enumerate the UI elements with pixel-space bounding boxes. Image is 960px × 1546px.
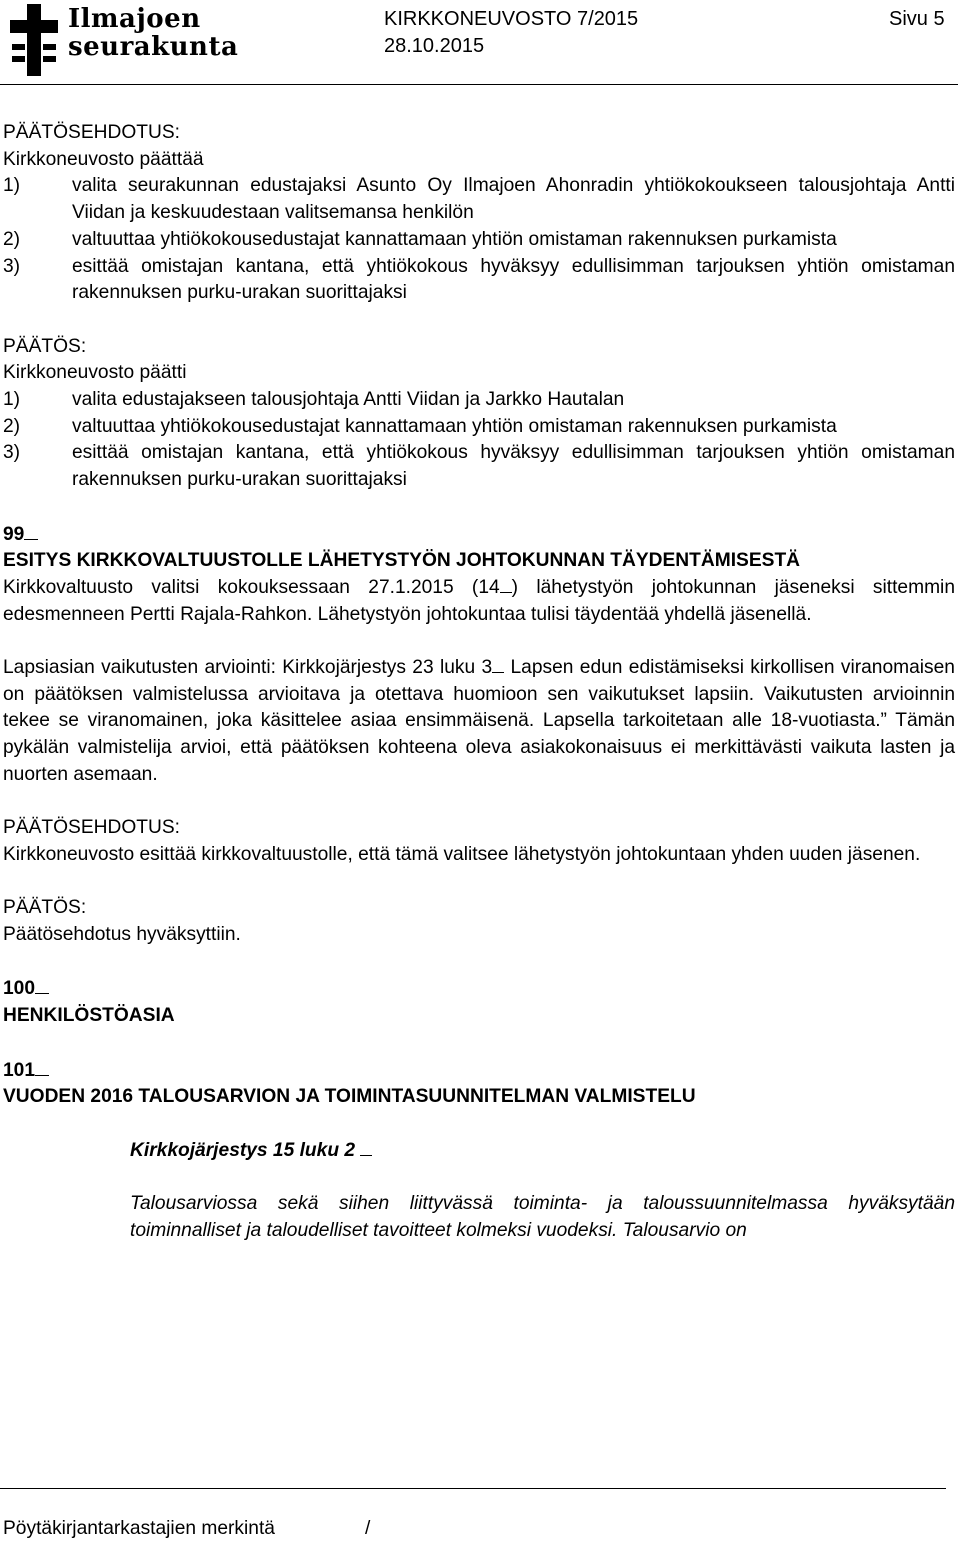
proposal-text: Kirkkoneuvosto esittää kirkkovaltuustolle, että tämä valitsee lähetystyön johtokuntaan yhden uuden jäsenen. xyxy=(3,843,921,865)
section-title: HENKILÖSTÖASIA xyxy=(3,1005,175,1027)
section-title: ESITYS KIRKKOVALTUUSTOLLE LÄHETYSTYÖN JOHTOKUNNAN TÄYDENTÄMISESTÄ xyxy=(3,550,801,572)
section-number: 100 xyxy=(3,975,955,1003)
document-title: KIRKKONEUVOSTO 7/2015 xyxy=(384,8,639,30)
list-item: 3) esittää omistajan kantana, että yhtiökokous hyväksyy edullisimman tarjouksen yhtiön omistaman rakennuksen purku-urakan suorittajaksi xyxy=(3,255,955,304)
proposal-list xyxy=(3,173,955,307)
section-number: 99 xyxy=(3,521,955,549)
proposal-heading: PÄÄTÖSEHDOTUS: xyxy=(3,817,180,839)
document-date: 28.10.2015 xyxy=(384,35,485,57)
section-text: Talousarviossa sekä siihen liittyvässä toiminta- ja taloussuunnitelmassa hyväksytään toiminnalliset ja taloudelliset tavoitteet kolmeksi vuodeksi. Talousarvio on xyxy=(130,1192,955,1241)
list-item: 2) valtuuttaa yhtiökokousedustajat kannattamaan yhtiön omistaman rakennuksen purkamista xyxy=(3,415,837,437)
cross-icon xyxy=(8,4,60,76)
decision-text: Päätösehdotus hyväksyttiin. xyxy=(3,924,241,946)
document-body xyxy=(3,120,955,1244)
footer-inspectors-mark: Pöytäkirjantarkastajien merkintä / xyxy=(3,1518,371,1539)
section-body: Kirkkovaltuusto valitsi kokouksessaan 27.1.2015 (14 ) lähetystyön johtokunnan jäseneksi sittemmin edesmenneen Pertti Rajala-Rahkon. Lähetystyön johtokuntaa tulisi täydentää yhdellä jäsenellä. xyxy=(3,576,955,625)
proposal-intro: Kirkkoneuvosto päättää xyxy=(3,148,204,170)
logo-text-line2: seurakunta xyxy=(68,32,239,62)
section-number: 101 xyxy=(3,1057,955,1085)
section-title: VUODEN 2016 TALOUSARVION JA TOIMINTASUUNNITELMAN VALMISTELU xyxy=(3,1086,696,1108)
list-item: 2) valtuuttaa yhtiökokousedustajat kannattamaan yhtiön omistaman rakennuksen purkamista xyxy=(3,228,837,250)
list-item: 3) esittää omistajan kantana, että yhtiökokous hyväksyy edullisimman tarjouksen yhtiön omistaman rakennuksen purku-urakan suorittajaksi xyxy=(3,442,955,491)
list-item: 1) valita edustajakseen talousjohtaja Antti Viidan ja Jarkko Hautalan xyxy=(3,389,625,411)
footer-divider xyxy=(0,1488,946,1489)
decision-intro: Kirkkoneuvosto päätti xyxy=(3,362,187,384)
list-item: 1) valita seurakunnan edustajaksi Asunto Oy Ilmajoen Ahonradin yhtiökokoukseen talousjohtaja Antti Viidan ja keskuudestaan valitsemansa henkilön xyxy=(3,175,955,224)
proposal-heading: PÄÄTÖSEHDOTUS: xyxy=(3,122,180,143)
decision-heading: PÄÄTÖS: xyxy=(3,335,87,357)
page-number: Sivu 5 xyxy=(889,8,945,30)
parish-logo xyxy=(2,2,242,78)
decision-list xyxy=(3,387,955,494)
header-divider xyxy=(0,84,958,85)
logo-text-line1: Ilmajoen xyxy=(68,4,201,34)
legal-reference: Kirkkojärjestys 15 luku 2 xyxy=(3,1138,955,1165)
decision-heading: PÄÄTÖS: xyxy=(3,897,87,919)
child-impact-assessment: Lapsiasian vaikutusten arviointi: Kirkkojärjestys 23 luku 3 Lapsen edun edistämiseksi kirkollisen viranomaisen on päätöksen valmistelussa arvioitava ja otettava huomioon sen vaikutukset lapsiin. Vaikutusten arvioinnin tekee se viranomainen, joka käsittelee asiaa ensimmäisenä. Lapsella tarkoitetaan alle 18-vuotiasta.” Tämän pykälän valmistelija arvioi, että päätöksen kohteena oleva asiakokonaisuus ei merkittävästi vaikuta lasten ja nuorten asemaan. xyxy=(3,657,955,785)
